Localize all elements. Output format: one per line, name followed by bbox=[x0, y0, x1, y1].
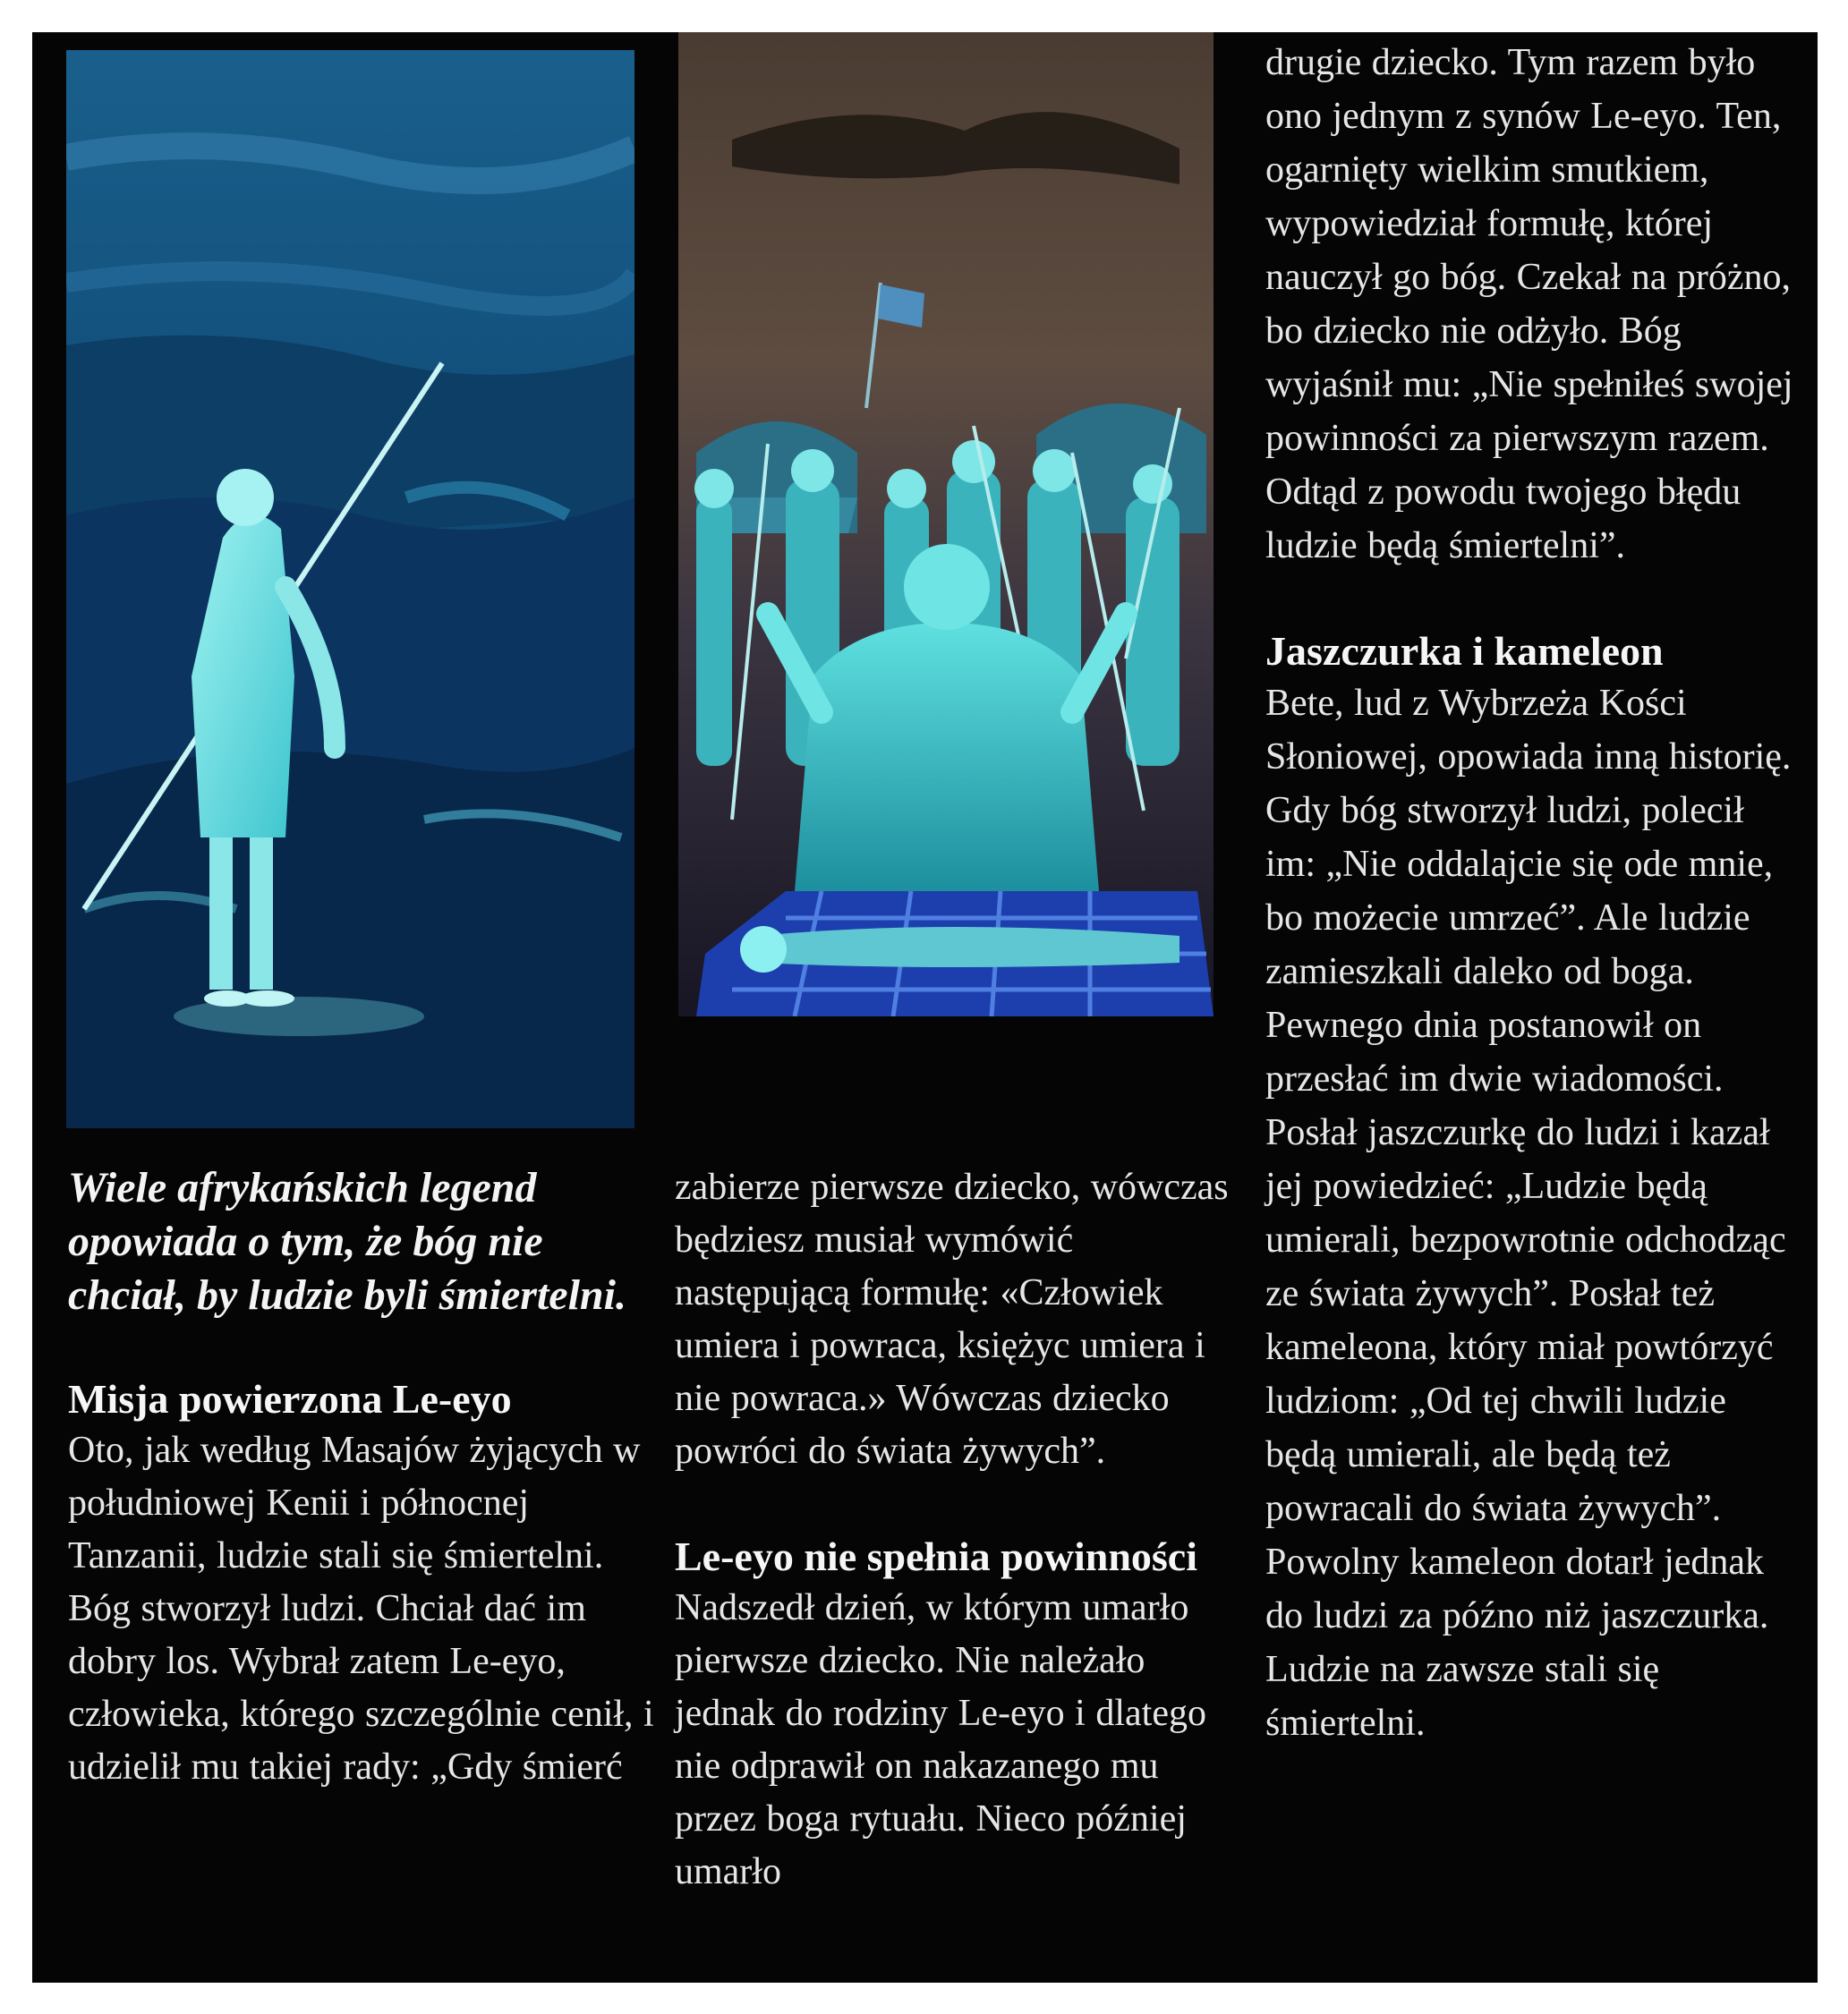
right-column-body: Bete, lud z Wybrzeża Kości Słoniowej, opowiada inną historię. Gdy bóg stworzył ludzi, polecił im: „Nie oddalajcie się ode mnie, bo możecie umrzeć”. Ale ludzie zamieszkali daleko od boga. Pewnego dnia postanowił on przesłać im dwie wiadomości. Posłał jaszczurkę do ludzi i kazał jej powiedzieć: „Ludzie będą umierali, bezpowrotnie odchodząc ze świata żywych”. Posłał też kameleona, który miał powtórzyć ludziom: „Od tej chwili ludzie będą umierali, ale będą też powracali do świata żywych”. Powolny kameleon dotarł jednak do ludzi za późno niż jaszczurka. Ludzie na zawsze stali się śmiertelni. bbox=[1265, 683, 1792, 1744]
middle-column bbox=[675, 1161, 1248, 1899]
lead-text: Wiele afrykańskich legend opowiada o tym, że bóg nie chciał, by ludzie byli śmiertelni. bbox=[68, 1164, 626, 1319]
warrior-with-spear-icon bbox=[66, 50, 634, 1128]
section-heading-lizard-chameleon: Jaszczurka i kameleon bbox=[1265, 628, 1664, 674]
left-column bbox=[68, 1161, 659, 1794]
warrior-illustration bbox=[66, 50, 634, 1128]
middle-column-body: Nadszedł dzień, w którym umarło pierwsze dziecko. Nie należało jednak do rodziny Le-eyo i dlatego nie odprawił on nakazanego mu przez boga rytuału. Nieco później umarło bbox=[675, 1587, 1206, 1892]
right-column bbox=[1265, 36, 1802, 1750]
middle-column-body-top: zabierze pierwsze dziecko, wówczas będziesz musiał wymówić następującą formułę: «Człowiek umiera i powraca, księżyc umiera i nie powraca.» Wówczas dziecko powróci do świata żywych”. bbox=[675, 1167, 1229, 1472]
ritual-illustration bbox=[678, 32, 1214, 1128]
section-heading-le-eyo-mission: Misja powierzona Le-eyo bbox=[68, 1376, 512, 1422]
right-column-body-top: drugie dziecko. Tym razem było ono jednym z synów Le-eyo. Ten, ogarnięty wielkim smutkiem, wypowiedział formułę, której nauczył go bóg. Czekał na próżno, bo dziecko nie odżyło. Bóg wyjaśnił mu: „Nie spełniłeś swojej powinności za pierwszym razem. Odtąd z powodu twojego błędu ludzie będą śmiertelni”. bbox=[1265, 42, 1793, 566]
book-page bbox=[32, 32, 1818, 1983]
left-column-body: Oto, jak według Masajów żyjących w południowej Kenii i północnej Tanzanii, ludzie stali się śmiertelni. Bóg stworzył ludzi. Chciał dać im dobry los. Wybrał zatem Le-eyo, człowieka, którego szczególnie cenił, i udzielił mu takiej rady: „Gdy śmierć bbox=[68, 1430, 654, 1788]
section-heading-le-eyo-duty: Le-eyo nie spełnia powinności bbox=[675, 1534, 1198, 1579]
village-ritual-icon bbox=[678, 32, 1214, 1128]
